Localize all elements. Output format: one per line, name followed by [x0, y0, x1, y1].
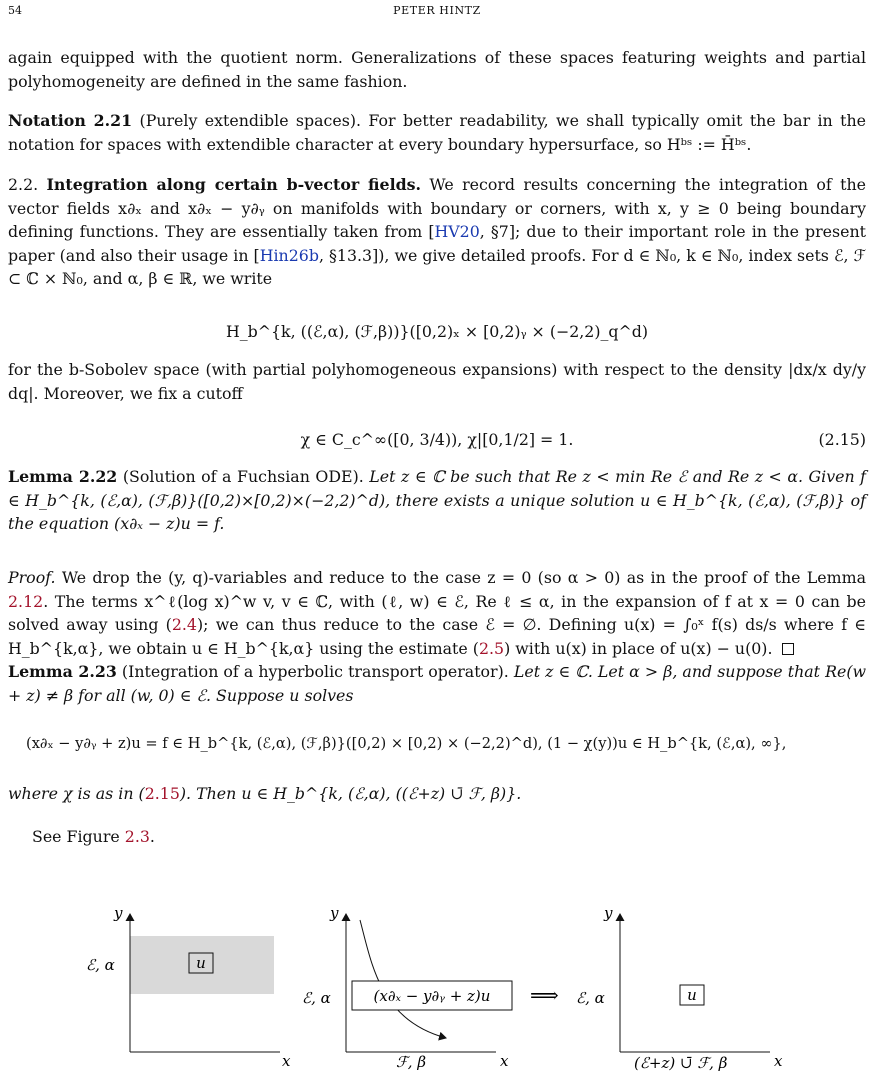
implies-arrow: ⟹	[530, 983, 559, 1007]
notation-2-21	[8, 109, 866, 156]
equation-transport: (x∂ₓ − y∂ᵧ + z)u = f ∈ H_b^{k, (ℰ,α), (ℱ,β)}([0,2) × [0,2) × (−2,2)^d), (1 − χ(y))u ∈ H_b^{k, (ℰ,α), ∞},	[26, 735, 787, 752]
flow-curve-arrow	[360, 920, 446, 1038]
proof-body-2: . The terms x^ℓ(log x)^w v, v ∈ ℂ, with (ℓ, w) ∈ ℰ, Re ℓ ≤ α, in the expansion of f at x = 0 can be solved away using (	[8, 591, 866, 634]
lemma-2-23	[8, 660, 866, 707]
see-figure-line	[32, 825, 832, 849]
notation-body: For better readability, we shall typically omit the bar in the notation for spaces with extendible character at every boundary hypersurface, so Hᵇˢ := H̄ᵇˢ.	[8, 111, 866, 154]
paragraph-quotient-norm: again equipped with the quotient norm. Generalizations of these spaces featuring weights and partial polyhomogeneity are defined in the same fashion.	[8, 48, 866, 91]
ref-eq-2-15[interactable]: 2.15	[144, 784, 180, 803]
ref-eq-2-4[interactable]: 2.4	[171, 615, 197, 634]
u-label: u	[687, 986, 697, 1004]
proof-lemma-2-22	[8, 566, 866, 660]
section-body-2: , §7]; due to their important role in the present paper (and also their usage in [	[8, 222, 866, 265]
figure-panel-3	[576, 904, 783, 1072]
section-body-1: We record results concerning the integration of the vector fields x∂ₓ and x∂ₓ − y∂ᵧ on manifolds with boundary or corners, with x, y ≥ 0 being boundary defining functions. They are essentially taken from [	[8, 175, 866, 241]
x-axis-label: x	[500, 1052, 509, 1070]
proof-body-1: We drop the (y, q)-variables and reduce to the case z = 0 (so α > 0) as in the proof of the Lemma	[61, 568, 866, 587]
see-figure-text: See Figure	[32, 827, 125, 846]
ref-eq-2-5[interactable]: 2.5	[478, 638, 505, 658]
page-number: 54	[8, 4, 22, 17]
notation-title: (Purely extendible spaces).	[139, 111, 362, 130]
boundary-index-label: ℰ, α	[576, 989, 605, 1007]
ref-lemma-2-12[interactable]: 2.12	[8, 591, 44, 611]
boundary-index-label: ℰ, α	[86, 956, 115, 974]
lemma-2-22-title: (Solution of a Fuchsian ODE).	[122, 467, 364, 486]
section-number: 2.2.	[8, 175, 39, 194]
citation-hin26b[interactable]: Hin26b	[259, 245, 319, 265]
boundary-index-label: ℰ, α	[302, 989, 331, 1007]
lemma-2-23-conclusion	[8, 782, 866, 806]
conclusion-body-2: ). Then u ∈ H_b^{k, (ℰ,α), ((ℰ+z) ∪̄ ℱ, β)}.	[179, 784, 522, 803]
lemma-2-22-label: Lemma 2.22	[8, 467, 118, 486]
figure-panel-1	[86, 904, 291, 1070]
ref-figure-2-3[interactable]: 2.3	[124, 827, 150, 846]
running-header	[8, 4, 866, 22]
figure-panel-2	[302, 904, 512, 1071]
proof-body-4: ) with u(x) in place of u(x) − u(0).	[504, 638, 773, 658]
equation-cutoff	[8, 428, 866, 452]
section-body-3: , §13.3]), we give detailed proofs. For d ∈ ℕ₀, k ∈ ℕ₀, index sets ℰ, ℱ ⊂ ℂ × ℕ₀, and α, β ∈ ℝ, we write	[8, 245, 866, 288]
bottom-index-label: (ℰ+z) ∪̄ ℱ, β	[634, 1054, 728, 1072]
operator-label: (x∂ₓ − y∂ᵧ + z)u	[373, 987, 491, 1005]
lemma-2-22	[8, 465, 866, 536]
lemma-2-22-statement: Let z ∈ ℂ be such that Re z < min Re ℰ and Re z < α. Given f ∈ H_b^{k, (ℰ,α), (ℱ,β)}([0,2)×[0,2)×(−2,2)^d), there exists a unique solution u ∈ H_b^{k, (ℰ,α), (ℱ,β)} of the equation (x∂ₓ − z)u = f.	[8, 467, 867, 533]
y-axis-label: y	[604, 904, 613, 922]
lemma-2-23-title: (Integration of a hyperbolic transport operator).	[121, 662, 509, 681]
paragraph-density: for the b-Sobolev space (with partial polyhomogeneous expansions) with respect to the density |dx/x dy/y dq|. Moreover, we fix a cutoff	[8, 360, 866, 403]
y-axis-label: y	[330, 904, 339, 922]
citation-hv20[interactable]: HV20	[434, 222, 480, 241]
equation-number-2-15: (2.15)	[818, 430, 866, 449]
x-axis-label: x	[282, 1052, 291, 1070]
notation-label: Notation 2.21	[8, 111, 133, 130]
bottom-index-label: ℱ, β	[396, 1053, 426, 1071]
u-label: u	[196, 954, 206, 972]
qed-symbol	[782, 643, 794, 655]
y-axis-label: y	[114, 904, 123, 922]
section-2-2	[8, 173, 866, 291]
x-axis-label: x	[774, 1052, 783, 1070]
figure-2-3	[0, 890, 874, 1082]
lemma-2-23-statement: Let z ∈ ℂ. Let α > β, and suppose that Re(w + z) ≠ β for all (w, 0) ∈ ℰ. Suppose u solves	[8, 662, 867, 705]
section-title: Integration along certain b-vector fields.	[46, 175, 422, 194]
conclusion-body-1: where χ is as in (	[8, 784, 145, 803]
see-figure-end: .	[149, 827, 155, 846]
lemma-2-23-label: Lemma 2.23	[8, 662, 117, 681]
proof-label: Proof.	[8, 568, 56, 587]
proof-body-3: ); we can thus reduce to the case ℰ = ∅. Defining u(x) = ∫₀ˣ f(s) ds/s where f ∈ H_b^{k,α}, we obtain u ∈ H_b^{k,α} using the estimate (	[8, 615, 867, 658]
running-author: PETER HINTZ	[393, 4, 481, 17]
equation-cutoff-body: χ ∈ C_c^∞([0, 3/4)), χ|[0,1/2] = 1.	[300, 430, 574, 449]
equation-b-sobolev-space: H_b^{k, ((ℰ,α), (ℱ,β))}([0,2)ₓ × [0,2)ᵧ × (−2,2)_q^d)	[225, 322, 649, 341]
